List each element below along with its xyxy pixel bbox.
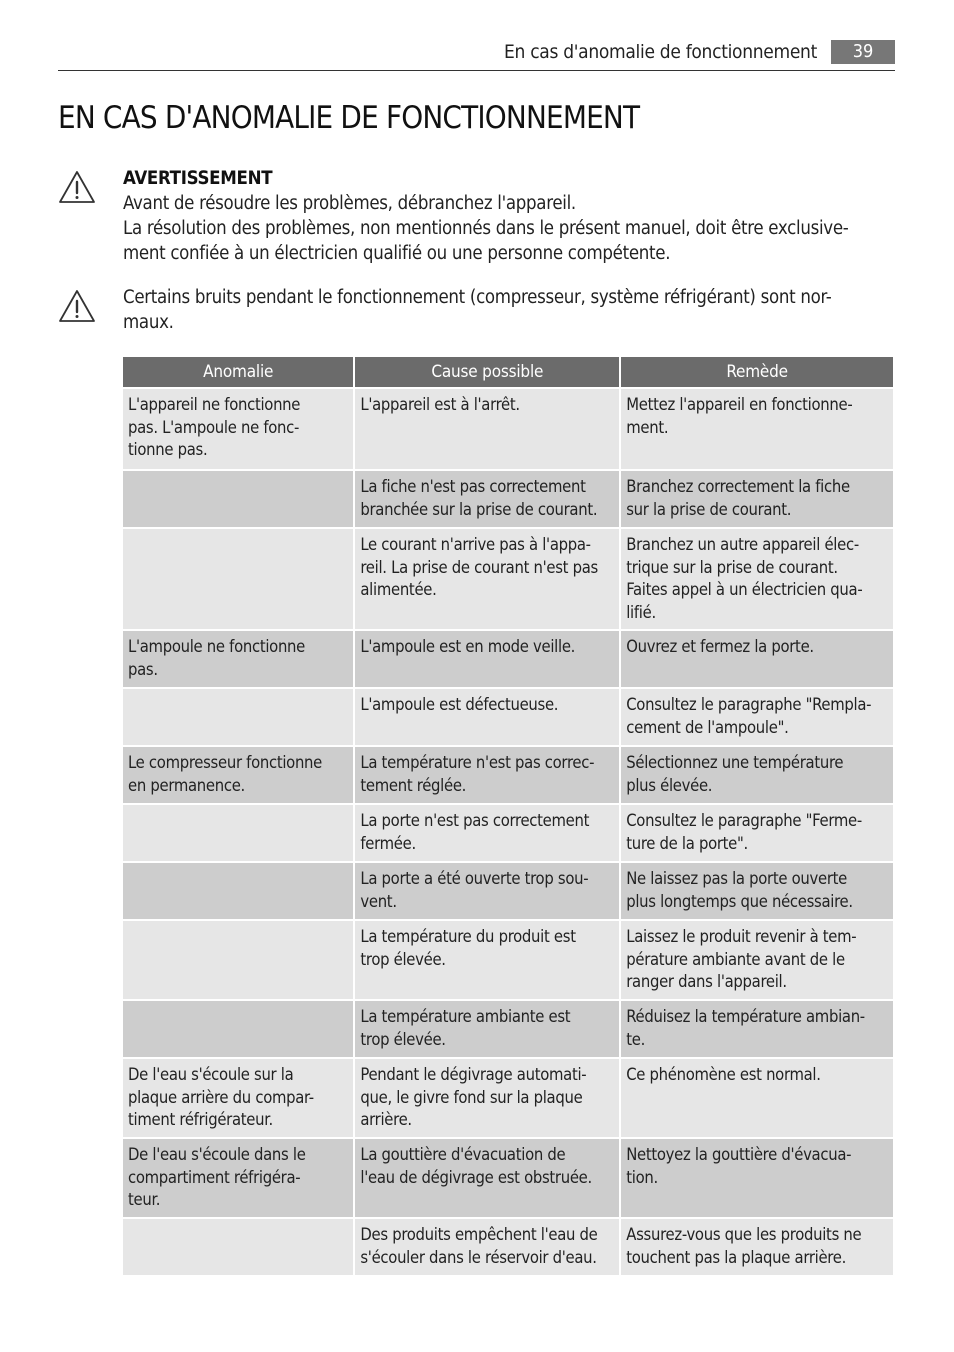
cause-cell bbox=[355, 921, 619, 999]
remedy-cell-line: ment. bbox=[626, 417, 669, 437]
warning-heading: AVERTISSEMENT bbox=[123, 168, 273, 189]
cause-cell bbox=[355, 1059, 619, 1137]
anomaly-cell-line: tionne pas. bbox=[128, 440, 208, 459]
remedy-cell-line: Sélectionnez une température bbox=[626, 753, 844, 772]
remedy-cell bbox=[621, 1219, 893, 1275]
anomaly-cell bbox=[123, 689, 353, 745]
anomaly-cell-line: teur. bbox=[128, 1190, 161, 1209]
anomaly-cell-line: plaque arrière du compar- bbox=[128, 1087, 314, 1107]
cause-cell-line: La température n'est pas correc- bbox=[360, 753, 595, 772]
remedy-cell-line: Réduisez la température ambian- bbox=[626, 1007, 865, 1026]
remedy-cell-line: touchent pas la plaque arrière. bbox=[626, 1247, 846, 1267]
remedy-cell-line: cement de l'ampoule". bbox=[626, 717, 789, 737]
warning-text-line: Avant de résoudre les problèmes, débranchez l'appareil. bbox=[123, 193, 576, 214]
table-row bbox=[123, 805, 893, 861]
remedy-cell-line: pérature ambiante avant de le bbox=[626, 949, 845, 969]
cause-cell bbox=[355, 863, 619, 919]
cause-cell-line: La fiche n'est pas correctement bbox=[360, 477, 586, 496]
anomaly-cell bbox=[123, 1139, 353, 1217]
cause-cell bbox=[355, 1001, 619, 1057]
anomaly-cell bbox=[123, 389, 353, 469]
cause-cell-line: s'écouler dans le réservoir d'eau. bbox=[360, 1247, 597, 1267]
caution-block bbox=[123, 285, 893, 335]
cause-cell-line: L'appareil est à l'arrêt. bbox=[360, 395, 520, 414]
anomaly-cell bbox=[123, 1001, 353, 1057]
table-row bbox=[123, 471, 893, 527]
remedy-cell-line: Branchez correctement la fiche bbox=[626, 477, 850, 496]
table-row bbox=[123, 1059, 893, 1137]
anomaly-cell-line: L'appareil ne fonctionne bbox=[128, 395, 301, 414]
warning-text-line: La résolution des problèmes, non mentionnés dans le présent manuel, doit être exclusive- bbox=[123, 218, 849, 239]
remedy-cell-line: te. bbox=[626, 1029, 646, 1049]
remedy-cell-line: Ce phénomène est normal. bbox=[626, 1065, 821, 1084]
remedy-cell-line: Assurez-vous que les produits ne bbox=[626, 1225, 862, 1244]
table-row bbox=[123, 921, 893, 999]
table-row bbox=[123, 863, 893, 919]
anomaly-cell-line: compartiment réfrigéra- bbox=[128, 1167, 301, 1187]
warning-triangle-icon bbox=[58, 289, 96, 323]
anomaly-cell-line: timent réfrigérateur. bbox=[128, 1110, 273, 1129]
cause-cell-line: trop élevée. bbox=[360, 1029, 446, 1049]
remedy-cell bbox=[621, 1139, 893, 1217]
anomaly-cell bbox=[123, 921, 353, 999]
table-row bbox=[123, 689, 893, 745]
remedy-cell-line: Mettez l'appareil en fonctionne- bbox=[626, 395, 853, 414]
column-header-remedy: Remède bbox=[621, 357, 893, 387]
remedy-cell-line: Ouvrez et fermez la porte. bbox=[626, 637, 814, 656]
remedy-cell bbox=[621, 631, 893, 687]
cause-cell-line: La température du produit est bbox=[360, 927, 576, 946]
troubleshooting-table bbox=[121, 355, 895, 1277]
remedy-cell bbox=[621, 389, 893, 469]
remedy-cell bbox=[621, 1059, 893, 1137]
cause-cell-line: vent. bbox=[360, 891, 397, 911]
running-header bbox=[58, 38, 895, 71]
anomaly-cell-line: Le compresseur fonctionne bbox=[128, 753, 323, 772]
cause-cell bbox=[355, 805, 619, 861]
table-header-row bbox=[123, 357, 893, 387]
remedy-cell bbox=[621, 689, 893, 745]
remedy-cell-line: Consultez le paragraphe "Ferme- bbox=[626, 811, 862, 830]
remedy-cell-line: Consultez le paragraphe "Rempla- bbox=[626, 695, 872, 714]
anomaly-cell-line: en permanence. bbox=[128, 775, 245, 795]
remedy-cell-line: Faites appel à un électricien qua- bbox=[626, 580, 863, 599]
anomaly-cell bbox=[123, 529, 353, 629]
cause-cell bbox=[355, 631, 619, 687]
cause-cell-line: trop élevée. bbox=[360, 949, 446, 969]
table-row bbox=[123, 389, 893, 469]
remedy-cell-line: Ne laissez pas la porte ouverte bbox=[626, 869, 847, 888]
table-body bbox=[123, 389, 893, 1275]
header-section-title: En cas d'anomalie de fonctionnement bbox=[504, 41, 817, 63]
cause-cell-line: alimentée. bbox=[360, 580, 437, 599]
remedy-cell-line: sur la prise de courant. bbox=[626, 499, 792, 519]
cause-cell bbox=[355, 1219, 619, 1275]
anomaly-cell-line: L'ampoule ne fonctionne bbox=[128, 637, 306, 656]
remedy-cell-line: Laissez le produit revenir à tem- bbox=[626, 927, 857, 946]
remedy-cell-line: plus longtemps que nécessaire. bbox=[626, 891, 853, 911]
warning-block bbox=[123, 166, 893, 266]
table-row bbox=[123, 1001, 893, 1057]
cause-cell bbox=[355, 471, 619, 527]
remedy-cell-line: ture de la porte". bbox=[626, 833, 748, 853]
page-number: 39 bbox=[831, 40, 895, 64]
remedy-cell bbox=[621, 805, 893, 861]
remedy-cell bbox=[621, 529, 893, 629]
remedy-cell-line: trique sur la prise de courant. bbox=[626, 557, 838, 577]
caution-text-line: Certains bruits pendant le fonctionnement (compresseur, système réfrigérant) sont nor- bbox=[123, 287, 832, 308]
remedy-cell bbox=[621, 921, 893, 999]
cause-cell-line: branchée sur la prise de courant. bbox=[360, 499, 598, 519]
anomaly-cell bbox=[123, 805, 353, 861]
cause-cell-line: tement réglée. bbox=[360, 775, 467, 795]
cause-cell bbox=[355, 747, 619, 803]
cause-cell-line: fermée. bbox=[360, 833, 416, 853]
remedy-cell bbox=[621, 747, 893, 803]
anomaly-cell-line: pas. bbox=[128, 659, 158, 679]
cause-cell-line: reil. La prise de courant n'est pas bbox=[360, 557, 598, 577]
cause-cell-line: L'ampoule est défectueuse. bbox=[360, 695, 559, 714]
anomaly-cell-line: De l'eau s'écoule sur la bbox=[128, 1065, 294, 1084]
cause-cell-line: La gouttière d'évacuation de bbox=[360, 1145, 566, 1164]
anomaly-cell bbox=[123, 863, 353, 919]
anomaly-cell bbox=[123, 1219, 353, 1275]
anomaly-cell bbox=[123, 471, 353, 527]
column-header-anomaly: Anomalie bbox=[123, 357, 353, 387]
cause-cell-line: La porte a été ouverte trop sou- bbox=[360, 869, 589, 888]
table-row bbox=[123, 1219, 893, 1275]
cause-cell bbox=[355, 689, 619, 745]
table-row bbox=[123, 747, 893, 803]
anomaly-cell bbox=[123, 631, 353, 687]
remedy-cell bbox=[621, 1001, 893, 1057]
table-row bbox=[123, 529, 893, 629]
anomaly-cell-line: pas. L'ampoule ne fonc- bbox=[128, 417, 300, 437]
remedy-cell bbox=[621, 863, 893, 919]
remedy-cell-line: plus élevée. bbox=[626, 775, 713, 795]
cause-cell-line: Pendant le dégivrage automati- bbox=[360, 1065, 587, 1084]
caution-text-line: maux. bbox=[123, 312, 174, 333]
anomaly-cell bbox=[123, 1059, 353, 1137]
remedy-cell-line: Branchez un autre appareil élec- bbox=[626, 535, 859, 554]
remedy-cell-line: Nettoyez la gouttière d'évacua- bbox=[626, 1145, 852, 1164]
remedy-cell-line: ranger dans l'appareil. bbox=[626, 972, 787, 991]
remedy-cell-line: tion. bbox=[626, 1167, 658, 1187]
cause-cell-line: L'ampoule est en mode veille. bbox=[360, 637, 576, 656]
cause-cell-line: Des produits empêchent l'eau de bbox=[360, 1225, 598, 1244]
anomaly-cell-line: De l'eau s'écoule dans le bbox=[128, 1145, 306, 1164]
warning-text-line: ment confiée à un électricien qualifié ou une personne compétente. bbox=[123, 243, 671, 264]
warning-triangle-icon bbox=[58, 170, 96, 204]
cause-cell-line: Le courant n'arrive pas à l'appa- bbox=[360, 535, 591, 554]
column-header-cause: Cause possible bbox=[355, 357, 619, 387]
table-row bbox=[123, 631, 893, 687]
cause-cell-line: La température ambiante est bbox=[360, 1007, 571, 1026]
cause-cell bbox=[355, 1139, 619, 1217]
cause-cell-line: La porte n'est pas correctement bbox=[360, 811, 590, 830]
page-title: EN CAS D'ANOMALIE DE FONCTIONNEMENT bbox=[58, 100, 640, 136]
cause-cell-line: que, le givre fond sur la plaque bbox=[360, 1087, 583, 1107]
remedy-cell-line: lifié. bbox=[626, 602, 656, 622]
cause-cell bbox=[355, 529, 619, 629]
anomaly-cell bbox=[123, 747, 353, 803]
table-row bbox=[123, 1139, 893, 1217]
cause-cell bbox=[355, 389, 619, 469]
cause-cell-line: l'eau de dégivrage est obstruée. bbox=[360, 1167, 592, 1187]
cause-cell-line: arrière. bbox=[360, 1110, 412, 1129]
remedy-cell bbox=[621, 471, 893, 527]
